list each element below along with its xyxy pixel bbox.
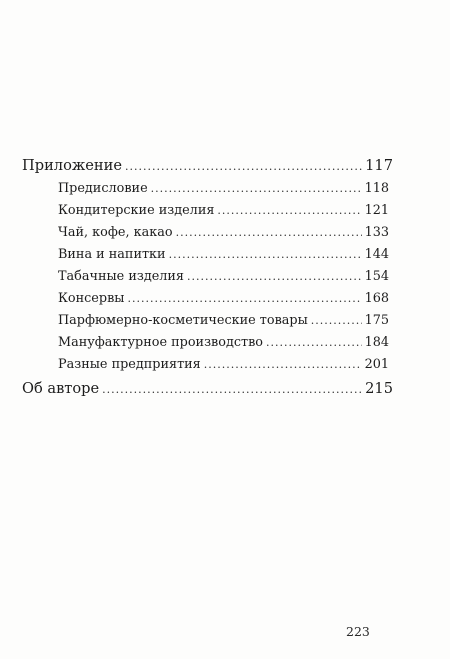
dot-leader bbox=[102, 383, 362, 396]
toc-entry-various-enterprises bbox=[58, 357, 389, 377]
dot-leader bbox=[266, 336, 362, 349]
dot-leader bbox=[187, 270, 362, 283]
dot-leader bbox=[217, 204, 361, 217]
toc-entry-perfumery bbox=[58, 313, 389, 333]
dot-leader bbox=[311, 314, 362, 327]
page-number: 223 bbox=[346, 624, 370, 639]
toc-entry-title: Кондитерские изделия bbox=[58, 203, 215, 218]
dot-leader bbox=[204, 358, 362, 371]
toc-entry-page: 154 bbox=[364, 269, 389, 284]
toc-entry-tobacco bbox=[58, 269, 389, 289]
toc-entry-page: 201 bbox=[364, 357, 389, 372]
toc-entry-page: 121 bbox=[364, 203, 389, 218]
toc-entry-page: 215 bbox=[365, 380, 393, 397]
toc-entry-title: Табачные изделия bbox=[58, 269, 185, 284]
toc-entry-appendix bbox=[22, 157, 393, 177]
toc-entry-title: Парфюмерно-косметические товары bbox=[58, 313, 308, 328]
toc-entry-title: Приложение bbox=[22, 157, 123, 174]
toc-entry-tea-coffee-cocoa bbox=[58, 225, 389, 245]
dot-leader bbox=[176, 226, 362, 239]
toc-entry-page: 144 bbox=[364, 247, 389, 262]
toc-entry-page: 175 bbox=[364, 313, 389, 328]
toc-entry-confectionery bbox=[58, 203, 389, 223]
dot-leader bbox=[169, 248, 362, 261]
toc-entry-title: Мануфактурное производство bbox=[58, 335, 263, 350]
toc-entry-title: Вина и напитки bbox=[58, 247, 166, 262]
toc-entry-manufactory bbox=[58, 335, 389, 355]
toc-entry-title: Разные предприятия bbox=[58, 357, 201, 372]
toc-entry-title: Консервы bbox=[58, 291, 125, 306]
toc-entry-page: 118 bbox=[364, 181, 389, 196]
toc-entry-page: 168 bbox=[364, 291, 389, 306]
toc-entry-page: 117 bbox=[365, 157, 393, 174]
toc-entry-title: Чай, кофе, какао bbox=[58, 225, 173, 240]
dot-leader bbox=[125, 160, 362, 173]
toc-entry-title: Предисловие bbox=[58, 181, 148, 196]
dot-leader bbox=[151, 182, 362, 195]
toc-entry-page: 184 bbox=[364, 335, 389, 350]
toc-entry-about-author bbox=[22, 380, 393, 400]
dot-leader bbox=[127, 292, 361, 305]
toc-entry-wines-drinks bbox=[58, 247, 389, 267]
toc-entry-preface bbox=[58, 181, 389, 201]
toc-entry-page: 133 bbox=[364, 225, 389, 240]
toc-entry-title: Об авторе bbox=[22, 380, 100, 397]
toc-entry-canned-goods bbox=[58, 291, 389, 311]
